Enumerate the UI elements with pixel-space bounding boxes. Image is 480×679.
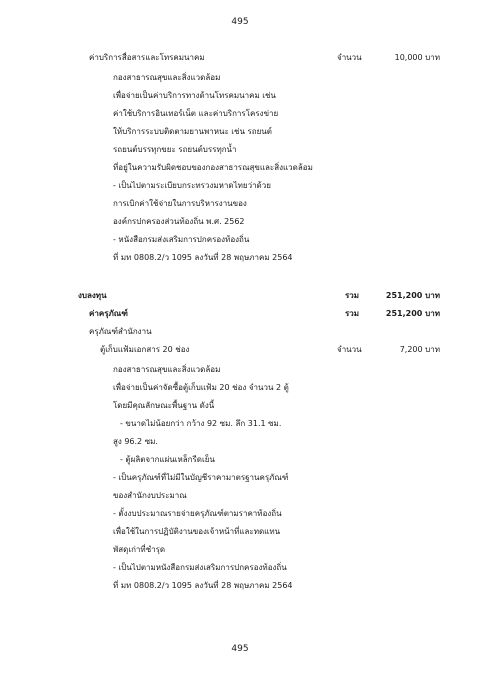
description-line: องค์กรปกครองส่วนท้องถิ่น พ.ศ. 2562 xyxy=(113,217,245,226)
page-number-bottom: 495 xyxy=(231,644,249,654)
description-line: โดยมีคุณลักษณะพื้นฐาน ดังนี้ xyxy=(113,401,215,410)
description-line: ที่ มท 0808.2/ว 1095 ลงวันที่ 28 พฤษภาคม 2564 xyxy=(113,253,293,262)
total-label: รวม xyxy=(345,309,360,318)
description-line: - เป็นไปตามหนังสือกรมส่งเสริมการปกครองท้องถิ่น xyxy=(113,563,287,572)
expense-category-amount: 251,200 บาท xyxy=(385,309,440,318)
description-line: ที่ มท 0808.2/ว 1095 ลงวันที่ 28 พฤษภาคม 2564 xyxy=(113,581,293,590)
subcategory-title: ครุภัณฑ์สำนักงาน xyxy=(89,327,152,336)
description-line: เพื่อจ่ายเป็นค่าบริการทางด้านโทรคมนาคม เช่น xyxy=(113,91,276,100)
description-line: ค่าใช้บริการอินเทอร์เน็ต และค่าบริการโครงข่าย xyxy=(113,109,279,118)
description-line: ของสำนักงบประมาณ xyxy=(113,491,187,500)
description-line: พัสดุเก่าที่ชำรุด xyxy=(113,545,166,554)
description-line: - หนังสือกรมส่งเสริมการปกครองท้องถิ่น xyxy=(113,235,250,244)
equipment-amount: 7,200 บาท xyxy=(399,345,440,354)
total-label: รวม xyxy=(345,291,360,300)
budget-category-title: งบลงทุน xyxy=(78,291,107,300)
quantity-label: จำนวน xyxy=(337,345,362,354)
description-line: - ตู้ผลิตจากแผ่นเหล็กรีดเย็น xyxy=(120,455,215,464)
description-line: - ขนาดไม่น้อยกว่า กว้าง 92 ซม. ลึก 31.1 ซม. xyxy=(120,419,282,428)
description-line: การเบิกค่าใช้จ่ายในการบริหารงานของ xyxy=(113,199,247,208)
expense-item-title: ค่าบริการสื่อสารและโทรคมนาคม xyxy=(89,53,205,62)
description-line: - เป็นครุภัณฑ์ที่ไม่มีในบัญชีราคามาตรฐานครุภัณฑ์ xyxy=(113,473,289,482)
description-line: ที่อยู่ในความรับผิดชอบของกองสาธารณสุขและสิ่งแวดล้อม xyxy=(113,163,313,172)
expense-amount: 10,000 บาท xyxy=(394,53,440,62)
description-line: - เป็นไปตามระเบียบกระทรวงมหาดไทยว่าด้วย xyxy=(113,181,271,190)
description-line: สูง 96.2 ซม. xyxy=(113,437,158,446)
equipment-item-title: ตู้เก็บแฟ้มเอกสาร 20 ช่อง xyxy=(100,345,190,354)
description-line: กองสาธารณสุขและสิ่งแวดล้อม xyxy=(113,365,221,374)
description-line: ให้บริการระบบติดตามยานพาหนะ เช่น รถยนต์ xyxy=(113,127,272,136)
description-line: - ตั้งงบประมาณรายจ่ายครุภัณฑ์ตามราคาท้องถิ่น xyxy=(113,509,282,518)
description-line: เพื่อจ่ายเป็นค่าจัดซื้อตู้เก็บแฟ้ม 20 ช่อง จำนวน 2 ตู้ xyxy=(113,383,289,392)
budget-category-amount: 251,200 บาท xyxy=(385,291,440,300)
description-line: เพื่อใช้ในการปฏิบัติงานของเจ้าหน้าที่และทดแทน xyxy=(113,527,281,536)
description-line: รถยนต์บรรทุกขยะ รถยนต์บรรทุกน้ำ xyxy=(113,145,237,154)
expense-category-title: ค่าครุภัณฑ์ xyxy=(89,309,128,318)
page-number-top: 495 xyxy=(231,17,249,27)
quantity-label: จำนวน xyxy=(337,53,362,62)
description-line: กองสาธารณสุขและสิ่งแวดล้อม xyxy=(113,73,221,82)
